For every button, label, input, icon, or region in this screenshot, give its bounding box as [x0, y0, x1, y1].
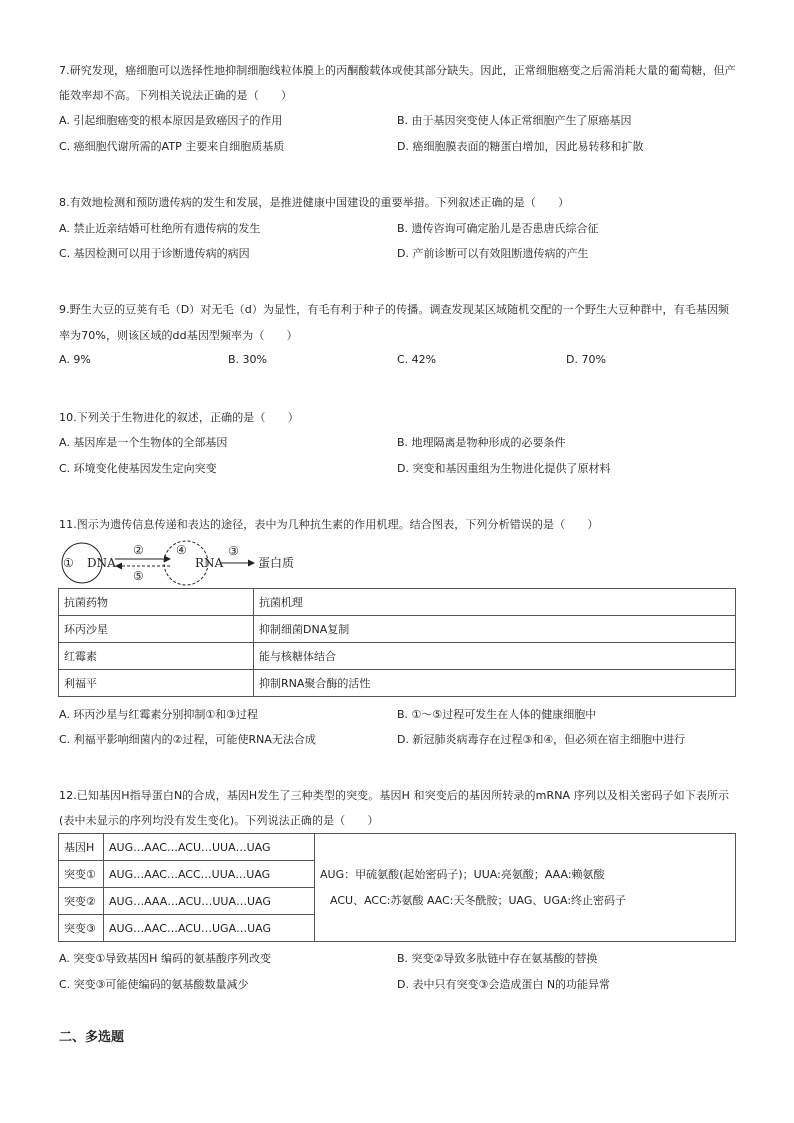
q10-option-b: B. 地理隔离是物种形成的必要条件: [397, 436, 566, 449]
q7-stem-line2: 能效率却不高。下列相关说法正确的是（ ）: [59, 89, 293, 102]
q9-stem-line2: 率为70%，则该区域的dd基因型频率为（ ）: [59, 329, 298, 342]
mutation-table: [58, 833, 736, 942]
q9-option-b: B. 30%: [228, 353, 267, 366]
dna-label: DNA: [87, 556, 116, 570]
q8-option-b: B. 遗传咨询可确定胎儿是否患唐氏综合征: [397, 222, 599, 235]
protein-label: 蛋白质: [258, 556, 295, 570]
table-cell: 突变②: [59, 888, 104, 915]
label-process-1: ①: [63, 556, 74, 570]
q7-option-a: A. 引起细胞癌变的根本原因是致癌因子的作用: [59, 114, 283, 127]
codon-note-line2: ACU、ACC:苏氨酸 AAC:天冬酰胺；UAG、UGA:终止密码子: [330, 893, 627, 907]
section-heading: 二、多选题: [59, 1030, 125, 1045]
q11-stem: 11.图示为遗传信息传递和表达的途径，表中为几种抗生素的作用机理。结合图表，下列分析错误的是（ ）: [59, 518, 599, 531]
table-cell: 利福平: [59, 670, 254, 697]
q12-stem-line2: (表中未显示的序列均没有发生变化)。下列说法正确的是（ ）: [59, 814, 379, 827]
antibiotic-table: [58, 588, 736, 697]
q7-stem-line1: 7.研究发现，癌细胞可以选择性地抑制细胞线粒体膜上的丙酮酸载体或使其部分缺失。因此，正常细胞癌变之后需消耗大量的葡萄糖，但产: [59, 64, 736, 77]
label-process-3: ③: [228, 544, 239, 558]
table-cell: 环丙沙星: [59, 616, 254, 643]
q10-option-c: C. 环境变化使基因发生定向突变: [59, 462, 217, 475]
q12-stem-line1: 12.已知基因H指导蛋白N的合成，基因H发生了三种类型的突变。基因H 和突变后的基因所转录的mRNA 序列以及相关密码子如下表所示: [59, 789, 730, 802]
q9-option-a: A. 9%: [59, 353, 91, 366]
q9-stem-line1: 9.野生大豆的豆荚有毛（D）对无毛（d）为显性，有毛有利于种子的传播。调查发现某区域随机交配的一个野生大豆种群中，有毛基因频: [59, 303, 730, 316]
q8-option-d: D. 产前诊断可以有效阻断遗传病的产生: [397, 247, 589, 260]
table-row: [59, 670, 736, 697]
codon-note-line1: AUG：甲硫氨酸(起始密码子)；UUA:亮氨酸；AAA:赖氨酸: [320, 867, 605, 881]
rna-label: RNA: [195, 556, 224, 570]
table-row: [59, 643, 736, 670]
table-cell: 基因H: [59, 834, 104, 861]
label-process-4: ④: [176, 543, 187, 557]
table-cell: AUG…AAC…ACU…UUA…UAG: [104, 834, 315, 861]
table-cell: 能与核糖体结合: [254, 643, 736, 670]
q8-stem: 8.有效地检测和预防遗传病的发生和发展，是推进健康中国建设的重要举措。下列叙述正确的是（ ）: [59, 196, 570, 209]
table-cell: AUG…AAC…ACC…UUA…UAG: [104, 861, 315, 888]
table-cell: 抗菌机理: [254, 589, 736, 616]
q11-option-b: B. ①～⑤过程可发生在人体的健康细胞中: [397, 708, 597, 721]
q9-option-d: D. 70%: [566, 353, 606, 366]
genetic-information-flow-diagram: [58, 539, 338, 587]
q10-stem: 10.下列关于生物进化的叙述，正确的是（ ）: [59, 411, 299, 424]
q7-option-c: C. 癌细胞代谢所需的ATP 主要来自细胞质基质: [59, 140, 285, 153]
codon-note-cell: [315, 834, 736, 942]
table-row: [59, 589, 736, 616]
table-cell: AUG…AAC…ACU…UGA…UAG: [104, 915, 315, 942]
table-row: [59, 834, 736, 861]
table-cell: 抑制细菌DNA复制: [254, 616, 736, 643]
q12-option-c: C. 突变③可能使编码的氨基酸数量减少: [59, 978, 249, 991]
table-cell: 突变①: [59, 861, 104, 888]
q9-option-c: C. 42%: [397, 353, 437, 366]
q10-option-a: A. 基因库是一个生物体的全部基因: [59, 436, 228, 449]
q12-option-a: A. 突变①导致基因H 编码的氨基酸序列改变: [59, 952, 271, 965]
q11-option-c: C. 利福平影响细菌内的②过程，可能使RNA无法合成: [59, 733, 316, 746]
table-cell: AUG…AAA…ACU…UUA…UAG: [104, 888, 315, 915]
label-process-2: ②: [133, 543, 144, 557]
q12-option-d: D. 表中只有突变③会造成蛋白 N的功能异常: [397, 978, 611, 991]
q7-option-d: D. 癌细胞膜表面的糖蛋白增加，因此易转移和扩散: [397, 140, 644, 153]
q8-option-c: C. 基因检测可以用于诊断遗传病的病因: [59, 247, 250, 260]
q11-option-d: D. 新冠肺炎病毒存在过程③和④，但必须在宿主细胞中进行: [397, 733, 686, 746]
label-process-5: ⑤: [133, 569, 144, 583]
table-row: [59, 616, 736, 643]
q7-option-b: B. 由于基因突变使人体正常细胞产生了原癌基因: [397, 114, 632, 127]
table-cell: 抑制RNA聚合酶的活性: [254, 670, 736, 697]
q12-option-b: B. 突变②导致多肽链中存在氨基酸的替换: [397, 952, 598, 965]
table-cell: 抗菌药物: [59, 589, 254, 616]
q10-option-d: D. 突变和基因重组为生物进化提供了原材料: [397, 462, 611, 475]
table-cell: 突变③: [59, 915, 104, 942]
q11-option-a: A. 环丙沙星与红霉素分别抑制①和③过程: [59, 708, 259, 721]
q8-option-a: A. 禁止近亲结婚可杜绝所有遗传病的发生: [59, 222, 261, 235]
table-cell: 红霉素: [59, 643, 254, 670]
